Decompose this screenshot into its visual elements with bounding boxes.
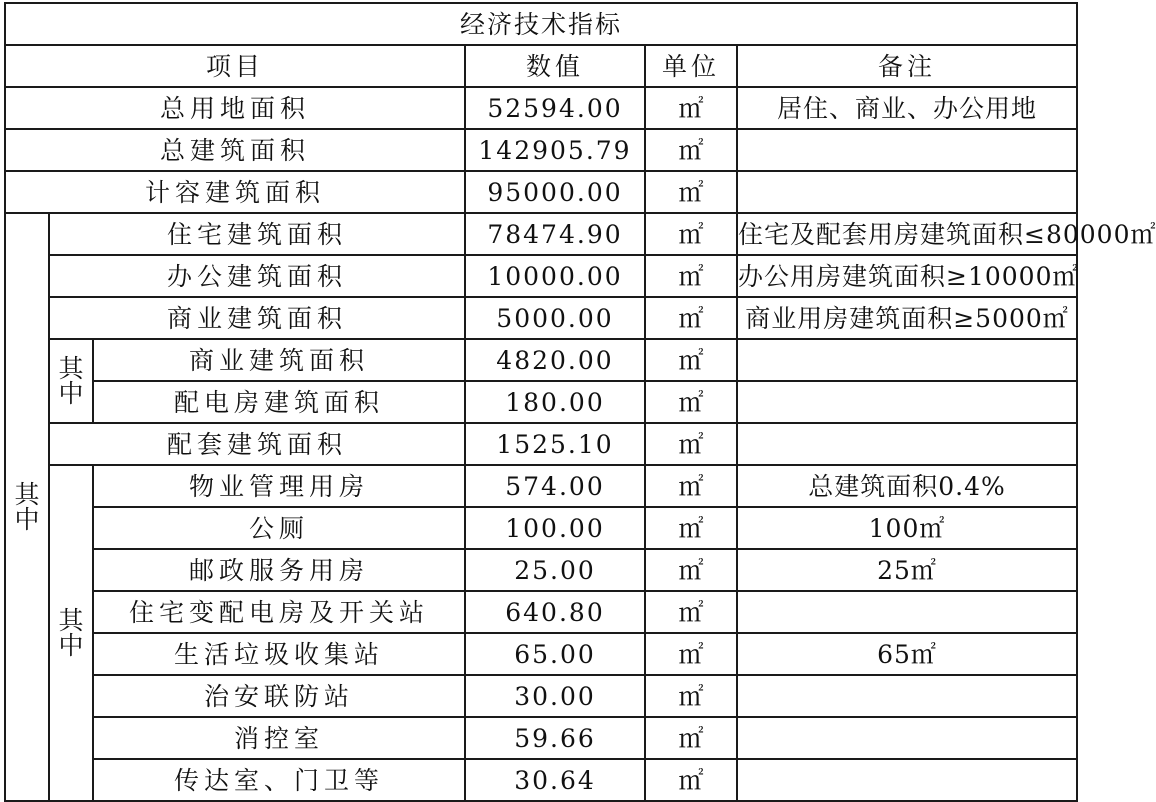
row-value: 640.80 bbox=[465, 591, 645, 633]
title-row bbox=[5, 3, 1077, 45]
row-item: 邮政服务用房 bbox=[93, 549, 465, 591]
row-value: 59.66 bbox=[465, 717, 645, 759]
row-value: 5000.00 bbox=[465, 297, 645, 339]
row-value: 1525.10 bbox=[465, 423, 645, 465]
row-value: 30.64 bbox=[465, 759, 645, 801]
row-value: 142905.79 bbox=[465, 129, 645, 171]
row-item: 计容建筑面积 bbox=[5, 171, 465, 213]
row-note: 居住、商业、办公用地 bbox=[737, 87, 1077, 129]
row-note bbox=[737, 423, 1077, 465]
row-item: 办公建筑面积 bbox=[49, 255, 465, 297]
table-row bbox=[5, 465, 1077, 507]
outer-group-label-top: 其 bbox=[14, 480, 40, 509]
row-item: 商业建筑面积 bbox=[49, 297, 465, 339]
row-value: 574.00 bbox=[465, 465, 645, 507]
header-unit: 单位 bbox=[645, 45, 737, 87]
row-item: 生活垃圾收集站 bbox=[93, 633, 465, 675]
inner-group2-label-bottom: 中 bbox=[58, 631, 84, 660]
table-row bbox=[5, 255, 1077, 297]
row-value: 4820.00 bbox=[465, 339, 645, 381]
table-row bbox=[5, 549, 1077, 591]
row-note bbox=[737, 171, 1077, 213]
row-item: 配电房建筑面积 bbox=[93, 381, 465, 423]
table-row bbox=[5, 591, 1077, 633]
table-row bbox=[5, 87, 1077, 129]
row-note bbox=[737, 339, 1077, 381]
table-row bbox=[5, 171, 1077, 213]
row-item: 配套建筑面积 bbox=[49, 423, 465, 465]
row-unit: ㎡ bbox=[645, 87, 737, 129]
outer-group-label bbox=[5, 213, 49, 801]
row-unit: ㎡ bbox=[645, 675, 737, 717]
header-value: 数值 bbox=[465, 45, 645, 87]
row-item: 住宅建筑面积 bbox=[49, 213, 465, 255]
row-note bbox=[737, 675, 1077, 717]
table-row bbox=[5, 339, 1077, 381]
row-value: 65.00 bbox=[465, 633, 645, 675]
row-unit: ㎡ bbox=[645, 591, 737, 633]
row-note: 100㎡ bbox=[737, 507, 1077, 549]
row-value: 95000.00 bbox=[465, 171, 645, 213]
economic-indicators-table bbox=[4, 2, 1156, 802]
row-unit: ㎡ bbox=[645, 465, 737, 507]
header-row bbox=[5, 45, 1077, 87]
row-unit: ㎡ bbox=[645, 549, 737, 591]
inner-group-label-commercial bbox=[49, 339, 93, 423]
row-note bbox=[737, 759, 1077, 801]
inner-group1-label-top: 其 bbox=[58, 354, 84, 383]
row-unit: ㎡ bbox=[645, 171, 737, 213]
header-note: 备注 bbox=[737, 45, 1077, 87]
row-unit: ㎡ bbox=[645, 339, 737, 381]
row-value: 100.00 bbox=[465, 507, 645, 549]
row-note: 商业用房建筑面积≥5000㎡ bbox=[737, 297, 1077, 339]
row-unit: ㎡ bbox=[645, 255, 737, 297]
row-item: 总建筑面积 bbox=[5, 129, 465, 171]
table-row bbox=[5, 297, 1077, 339]
table-row bbox=[5, 213, 1077, 255]
row-item: 物业管理用房 bbox=[93, 465, 465, 507]
row-note bbox=[737, 381, 1077, 423]
row-value: 52594.00 bbox=[465, 87, 645, 129]
table-row bbox=[5, 381, 1077, 423]
row-item: 公厕 bbox=[93, 507, 465, 549]
row-value: 180.00 bbox=[465, 381, 645, 423]
table-row bbox=[5, 633, 1077, 675]
row-value: 78474.90 bbox=[465, 213, 645, 255]
row-item: 传达室、门卫等 bbox=[93, 759, 465, 801]
row-note bbox=[737, 129, 1077, 171]
table-row bbox=[5, 423, 1077, 465]
row-unit: ㎡ bbox=[645, 507, 737, 549]
header-item: 项目 bbox=[5, 45, 465, 87]
row-value: 10000.00 bbox=[465, 255, 645, 297]
table-row bbox=[5, 507, 1077, 549]
row-item: 治安联防站 bbox=[93, 675, 465, 717]
row-unit: ㎡ bbox=[645, 297, 737, 339]
row-value: 25.00 bbox=[465, 549, 645, 591]
table-row bbox=[5, 717, 1077, 759]
row-unit: ㎡ bbox=[645, 213, 737, 255]
table-row bbox=[5, 675, 1077, 717]
table-row bbox=[5, 759, 1077, 801]
row-item: 消控室 bbox=[93, 717, 465, 759]
row-note: 25㎡ bbox=[737, 549, 1077, 591]
row-note: 住宅及配套用房建筑面积≤80000㎡ bbox=[737, 213, 1077, 255]
row-note: 总建筑面积0.4% bbox=[737, 465, 1077, 507]
row-value: 30.00 bbox=[465, 675, 645, 717]
table-row bbox=[5, 129, 1077, 171]
row-item: 总用地面积 bbox=[5, 87, 465, 129]
inner-group-label-supporting bbox=[49, 465, 93, 801]
row-note: 65㎡ bbox=[737, 633, 1077, 675]
row-item: 商业建筑面积 bbox=[93, 339, 465, 381]
table-title: 经济技术指标 bbox=[5, 3, 1077, 45]
row-unit: ㎡ bbox=[645, 381, 737, 423]
row-item: 住宅变配电房及开关站 bbox=[93, 591, 465, 633]
row-unit: ㎡ bbox=[645, 633, 737, 675]
inner-group2-label-top: 其 bbox=[58, 606, 84, 635]
row-note bbox=[737, 591, 1077, 633]
row-note bbox=[737, 717, 1077, 759]
row-unit: ㎡ bbox=[645, 717, 737, 759]
outer-group-label-bottom: 中 bbox=[14, 505, 40, 534]
row-unit: ㎡ bbox=[645, 129, 737, 171]
row-unit: ㎡ bbox=[645, 423, 737, 465]
row-note: 办公用房建筑面积≥10000㎡ bbox=[737, 255, 1077, 297]
inner-group1-label-bottom: 中 bbox=[58, 379, 84, 408]
row-unit: ㎡ bbox=[645, 759, 737, 801]
